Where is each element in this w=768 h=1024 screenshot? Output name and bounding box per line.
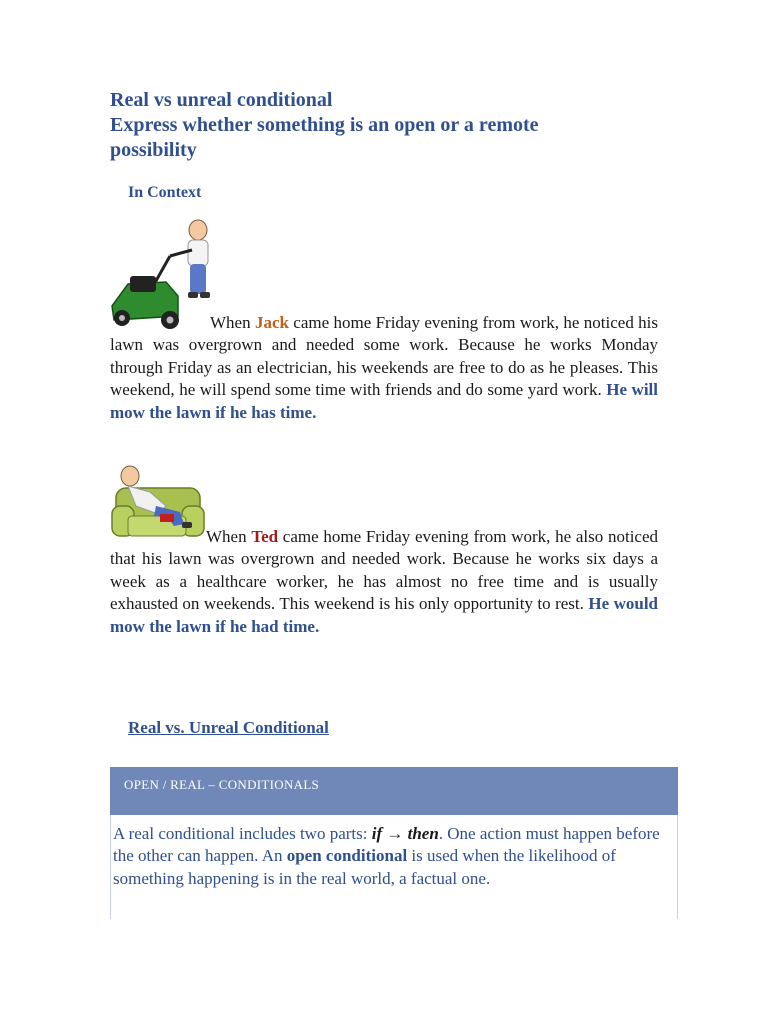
paragraph-jack-body: came home Friday evening from work, he noticed his lawn was overgrown and needed some work. Because he works Monday through Friday as an electrician, his weekends are free to do as he pleases. This weekend, he will spend some time with friends and do some yard work. [110,313,658,400]
paragraph-jack-emphasis: He will mow the lawn if he has time. [110,380,659,422]
table-text [113,823,661,890]
table-border-left [110,815,111,919]
name-ted: Ted [251,527,279,546]
conditional-table [110,767,678,917]
in-context-heading: In Context [128,184,202,201]
table-text-c: is used when the likelihood of something happening is in the real world, a factual one. [113,846,616,888]
paragraph-ted-emphasis: He would mow the lawn if he had time. [110,594,658,636]
paragraph-ted-body: came home Friday evening from work, he also noticed that his lawn was overgrown and needed work. Because he works six days a week as a healthcare worker, he has almost no free time and is usually exhausted on weekends. This weekend is his only opportunity to rest. [110,527,659,614]
name-jack: Jack [254,313,289,332]
paragraph-jack-lead: When [210,313,255,332]
paragraph-jack [110,312,658,424]
open-conditional-term: open conditional [286,846,408,866]
table-border-right [677,815,678,919]
table-header: OPEN / REAL – CONDITIONALS [110,767,678,815]
table-body [110,767,678,917]
table-text-b: . One action must happen before the other can happen. An [113,824,660,866]
paragraph-ted [110,526,658,638]
section-heading: Real vs. Unreal Conditional [128,718,329,737]
page-title [110,88,670,163]
if-then-term: if → then [371,824,439,843]
title-line-1: Real vs unreal conditional [110,89,333,111]
title-line-3: possibility [110,139,197,161]
paragraph-ted-lead: When [206,527,252,546]
table-text-a: A real conditional includes two parts: [113,824,372,843]
title-line-2: Express whether something is an open or a remote [110,114,539,136]
